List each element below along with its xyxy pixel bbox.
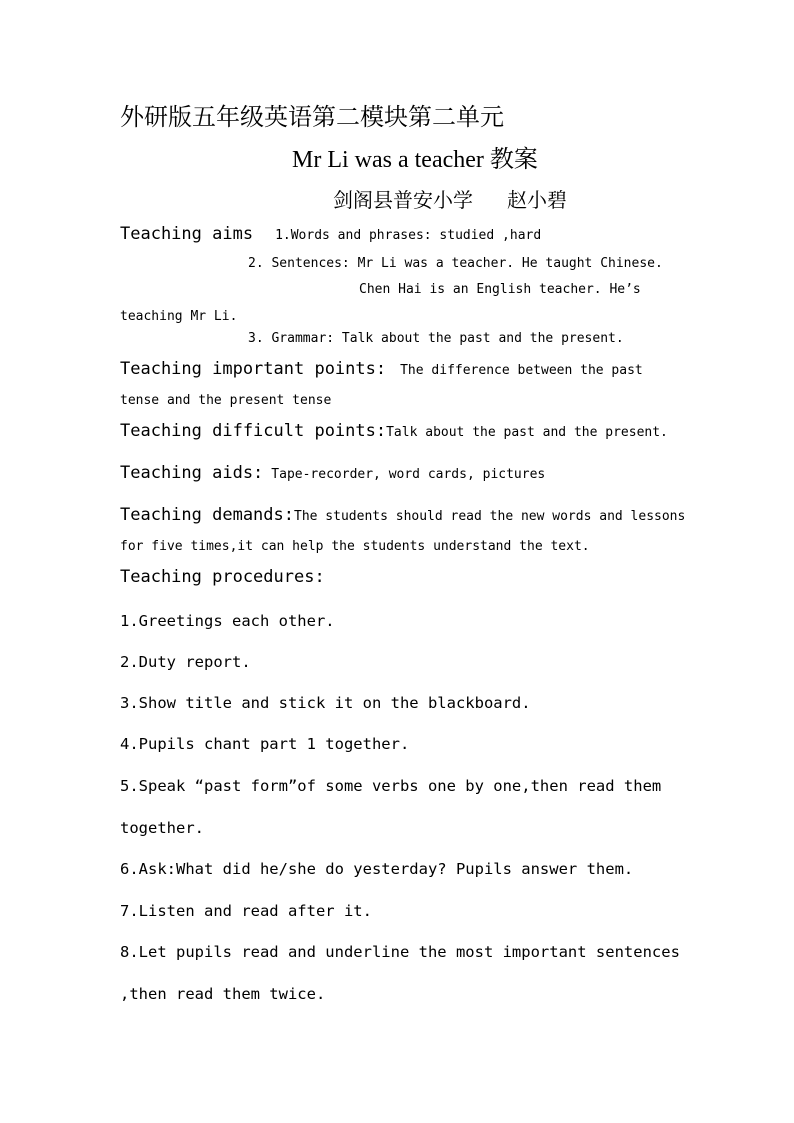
aims-item-2-line-1: 2. Sentences: Mr Li was a teacher. He taught Chinese. (248, 256, 663, 271)
author-name: 赵小碧 (507, 188, 567, 212)
procedure-step-continuation: together. (120, 819, 204, 837)
aids-heading: Teaching aids: (120, 463, 264, 483)
important-heading: Teaching important points: (120, 359, 387, 379)
procedure-step: 2.Duty report. (120, 653, 251, 671)
procedure-step: 4.Pupils chant part 1 together. (120, 735, 410, 753)
document-title-chinese: 外研版五年级英语第二模块第二单元 (120, 103, 504, 131)
procedure-step-continuation: ,then read them twice. (120, 985, 326, 1003)
demands-heading: Teaching demands: (120, 505, 294, 525)
aids-section (120, 463, 545, 483)
procedure-step: 3.Show title and stick it on the blackboard. (120, 694, 531, 712)
procedure-step: 8.Let pupils read and underline the most important sentences (120, 943, 680, 961)
document-title-english: Mr Li was a teacher 教案 (292, 147, 538, 173)
difficult-text: Talk about the past and the present. (386, 425, 668, 440)
aims-item-1: 1.Words and phrases: studied ,hard (275, 228, 542, 243)
aims-item-2-line-2: Chen Hai is an English teacher. He’s (359, 282, 641, 297)
aids-text: Tape-recorder, word cards, pictures (271, 467, 546, 482)
difficult-section (120, 421, 668, 441)
procedures-heading: Teaching procedures: (120, 567, 325, 587)
author-line (333, 185, 567, 215)
procedure-step: 6.Ask:What did he/she do yesterday? Pupils answer them. (120, 860, 634, 878)
difficult-heading: Teaching difficult points: (120, 421, 387, 441)
demands-text-line-1: The students should read the new words and lessons (294, 509, 686, 524)
procedure-step: 5.Speak “past form”of some verbs one by one,then read them (120, 777, 662, 795)
demands-section (120, 505, 685, 525)
author-school: 剑阁县普安小学 (333, 188, 473, 212)
procedure-step: 7.Listen and read after it. (120, 902, 372, 920)
aims-item-2-line-3: teaching Mr Li. (120, 309, 238, 324)
important-text-line-2: tense and the present tense (120, 393, 332, 408)
aims-heading: Teaching aims (120, 224, 254, 244)
aims-section (120, 224, 541, 244)
important-text-line-1: The difference between the past (400, 363, 643, 378)
aims-item-3: 3. Grammar: Talk about the past and the present. (248, 331, 624, 346)
procedure-step: 1.Greetings each other. (120, 612, 335, 630)
important-section (120, 359, 643, 379)
demands-text-line-2: for five times,it can help the students understand the text. (120, 539, 590, 554)
